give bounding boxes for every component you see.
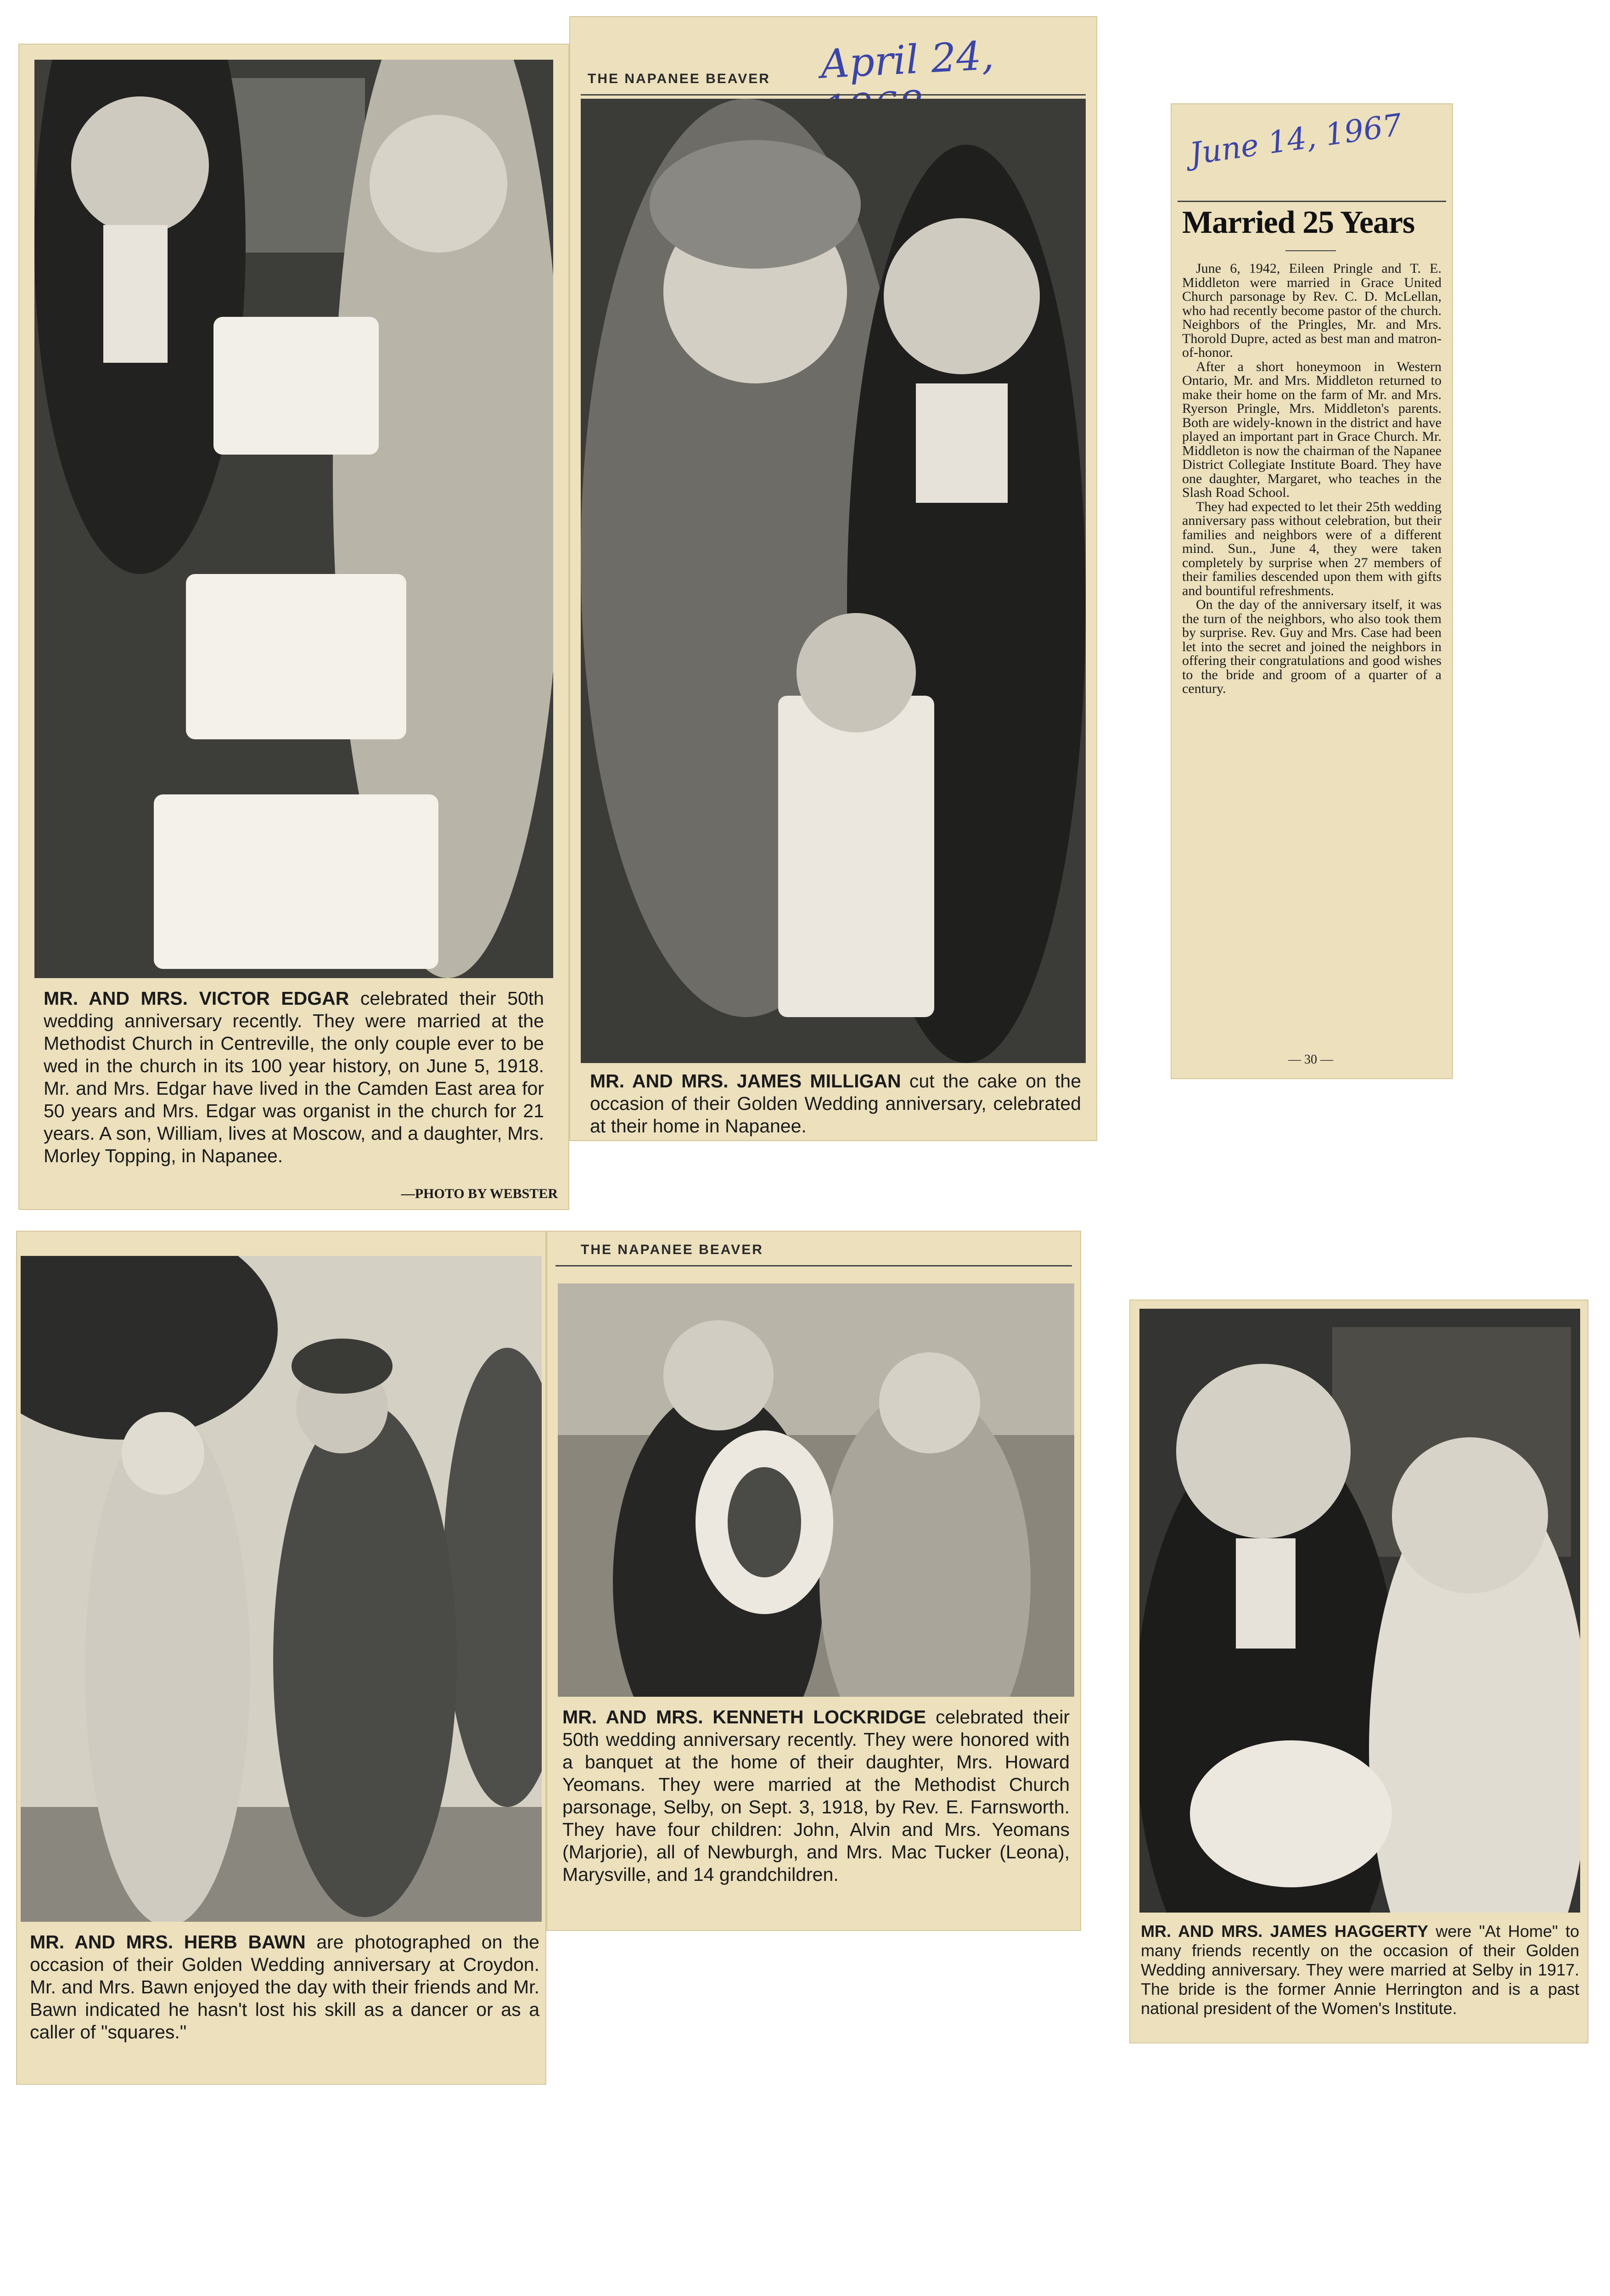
caption-milligan: MR. AND MRS. JAMES MILLIGAN cut the cake on the occasion of their Golden Wedding anniversary, celebrated at their home in Napanee. xyxy=(590,1070,1081,1137)
masthead: THE NAPANEE BEAVER xyxy=(588,71,770,86)
photo-milligan xyxy=(581,99,1086,1063)
caption-edgar: MR. AND MRS. VICTOR EDGAR celebrated their 50th wedding anniversary recently. They were married at the Methodist Church in Centreville, the only couple ever to be wed in the church in its 100 year history, on June 5, 1918. Mr. and Mrs. Edgar have lived in the Camden East area for 50 years and Mrs. Edgar was organist in the church for 21 years. A son, William, lives at Moscow, and a daughter, Mrs. Morley Topping, in Napanee. xyxy=(44,988,544,1166)
couple-outdoors-illustration xyxy=(21,1256,542,1922)
article-rule xyxy=(1285,250,1336,251)
couple-with-wreath-illustration xyxy=(558,1283,1074,1697)
end-mark: — 30 — xyxy=(1288,1052,1333,1067)
caption-bawn: MR. AND MRS. HERB BAWN are photographed on the occasion of their Golden Wedding anniversary at Croydon. Mr. and Mrs. Bawn enjoyed the day with their friends and Mr. Bawn indicated he hasn't lost his skill as a dancer or as a caller of "squares." xyxy=(30,1931,539,2043)
handwritten-date: April 24, xyxy=(819,33,995,88)
headline-rule xyxy=(1178,201,1446,202)
photo-lockridge xyxy=(558,1283,1074,1697)
clipping-milligan xyxy=(569,16,1097,1141)
clipping-haggerty xyxy=(1129,1300,1588,2043)
article-body: June 6, 1942, Eileen Pringle and T. E. Middleton were married in Grace United Church parsonage by Rev. C. D. McLellan, who had recently become pastor of the church. Neighbors of the Pringles, Mr. and Mrs. Thorold Dupre, acted as best man and matron-of-honor. After a short honeymoon in Western Ontario, Mr. and Mrs. Middleton returned to make their home on the farm of Mr. and Mrs. Ryerson Pringle, Mrs. Middleton's parents. Both are widely-known in the district and have played an important part in Grace Church. Mr. Middleton is now the chairman of the Napanee District Collegiate Institute Board. They have one daughter, Margaret, who teaches in the Slash Road School. They had expected to let their 25th wedding anniversary pass without celebration, but their families and neighbors were of a different mind. Sun., June 4, they were taken completely by surprise when 27 members of their families descended upon them with gifts and bountiful refreshments. On the day of the anniversary itself, it was the turn of the neighbors, who also took them by surprise. Rev. Guy and Mrs. Case had been let into the secret and joined the neighbors in offering their congratulations and good wishes to the bride and groom of a quarter of a century. xyxy=(1182,261,1442,696)
couple-cutting-cake-illustration xyxy=(581,99,1086,1063)
caption-haggerty: MR. AND MRS. JAMES HAGGERTY were "At Home" to many friends recently on the occasion of their Golden Wedding anniversary. They were married at Selby in 1917. The bride is the former Annie Herrington and is a past national president of the Women's Institute. xyxy=(1141,1922,1579,2018)
headline: Married 25 Years xyxy=(1182,205,1415,240)
couple-portrait-illustration xyxy=(1139,1309,1580,1913)
caption-lockridge: MR. AND MRS. KENNETH LOCKRIDGE celebrated their 50th wedding anniversary recently. They were honored with a banquet at the home of their daughter, Mrs. Howard Yeomans. They were married at the Methodist Church parsonage, Selby, on Sept. 3, 1918, by Rev. E. Farnsworth. They have four children: John, Alvin and Mrs. Yeomans (Marjorie), all of Newburgh, and Mrs. Mac Tucker (Leona), Marysville, and 14 grandchildren. xyxy=(562,1706,1070,1885)
masthead-rule xyxy=(555,1265,1072,1266)
clipping-middleton xyxy=(1171,103,1453,1079)
photo-edgar xyxy=(34,60,553,978)
masthead: THE NAPANEE BEAVER xyxy=(581,1242,763,1257)
couple-with-cake-illustration xyxy=(34,60,553,978)
clipping-lockridge xyxy=(546,1231,1081,1931)
masthead-rule xyxy=(581,94,1086,96)
clipping-bawn xyxy=(16,1231,546,2085)
handwritten-date: June 14, 1967 xyxy=(1187,107,1404,172)
clipping-edgar xyxy=(18,44,569,1210)
photo-bawn xyxy=(21,1256,542,1922)
photo-haggerty xyxy=(1139,1309,1580,1913)
photo-credit: —PHOTO BY WEBSTER xyxy=(401,1186,558,1201)
